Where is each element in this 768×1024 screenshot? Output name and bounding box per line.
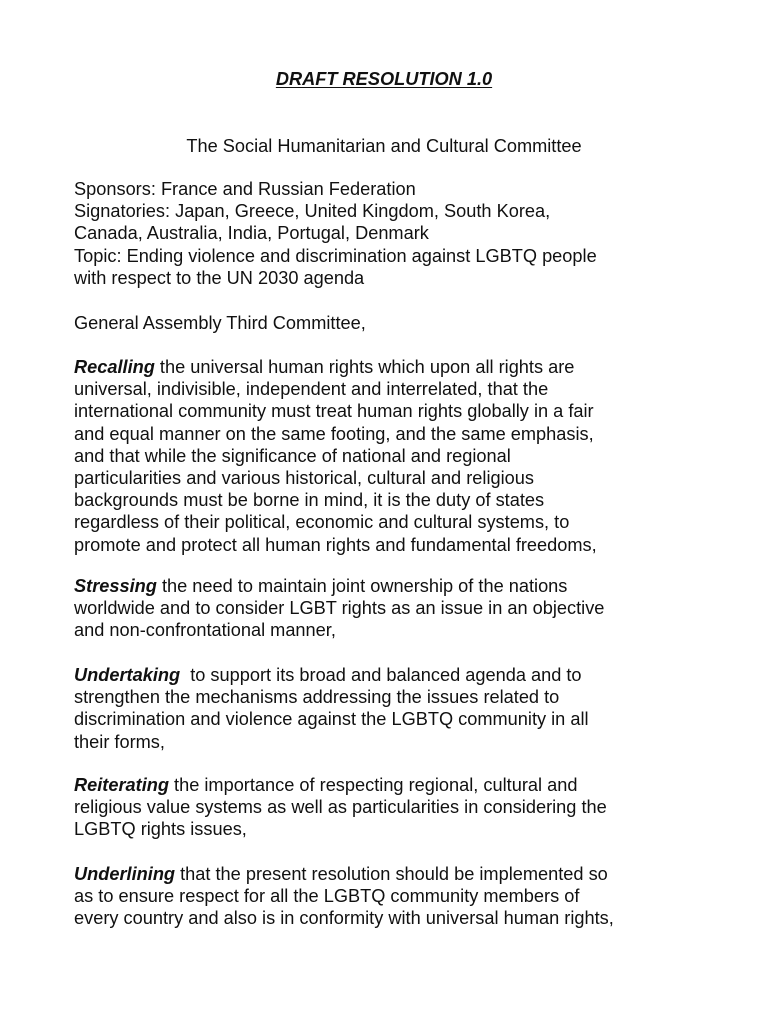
clause-line: international community must treat human rights globally in a fair [74,401,594,422]
clause-line: and that while the significance of national and regional [74,445,511,466]
clause-first-line-text: the universal human rights which upon all rights are [154,357,575,377]
clause-line: religious value systems as well as particularities in considering the [74,797,607,818]
clause-undertaking [74,664,714,753]
clause-line: particularities and various historical, cultural and religious [74,468,534,489]
clause-lead-word: Reiterating [74,775,169,795]
clause-first-line-text: that the present resolution should be implemented so [175,864,608,884]
clause-first-line [74,863,714,885]
topic-line: Topic: Ending violence and discrimination against LGBTQ people [74,245,597,266]
clause-lead-word: Underlining [74,864,176,884]
clause-line: every country and also is in conformity with universal human rights, [74,908,614,929]
clause-stressing [74,575,714,642]
signatories-line-continued: Canada, Australia, India, Portugal, Denmark [74,223,429,244]
clause-line: promote and protect all human rights and fundamental freedoms, [74,534,597,555]
clause-lead-word: Undertaking [74,665,181,685]
clause-underlining [74,863,714,930]
clause-reiterating [74,774,714,841]
clause-first-line [74,774,714,796]
clause-line: universal, indivisible, independent and interrelated, that the [74,379,549,400]
addressee: General Assembly Third Committee, [74,313,366,333]
clause-lead-word: Recalling [74,357,155,377]
resolution-header-info [74,178,714,289]
clause-line: backgrounds must be borne in mind, it is the duty of states [74,490,545,511]
clause-line: LGBTQ rights issues, [74,819,247,840]
clause-line: regardless of their political, economic and cultural systems, to [74,512,570,533]
clause-line: their forms, [74,731,165,752]
topic-line-continued: with respect to the UN 2030 agenda [74,267,365,288]
clause-line: and equal manner on the same footing, and the same emphasis, [74,423,594,444]
clause-line: and non-confrontational manner, [74,620,336,641]
clause-first-line [74,664,714,686]
clause-recalling [74,356,714,556]
signatories-line: Signatories: Japan, Greece, United Kingdom, South Korea, [74,201,551,222]
committee-name: The Social Humanitarian and Cultural Committee [186,136,582,156]
clause-line: strengthen the mechanisms addressing the issues related to [74,687,560,708]
clause-line: discrimination and violence against the LGBTQ community in all [74,709,589,730]
clause-first-line [74,575,714,597]
clause-line: worldwide and to consider LGBT rights as an issue in an objective [74,598,605,619]
document-title: DRAFT RESOLUTION 1.0 [275,69,493,89]
clause-lead-word: Stressing [74,576,157,596]
clause-line: as to ensure respect for all the LGBTQ community members of [74,886,580,907]
clause-first-line-text: the need to maintain joint ownership of the nations [156,576,568,596]
clause-first-line-text: to support its broad and balanced agenda and to [180,665,582,685]
clause-first-line-text: the importance of respecting regional, cultural and [169,775,578,795]
clause-first-line [74,356,714,378]
sponsors-line: Sponsors: France and Russian Federation [74,179,416,199]
